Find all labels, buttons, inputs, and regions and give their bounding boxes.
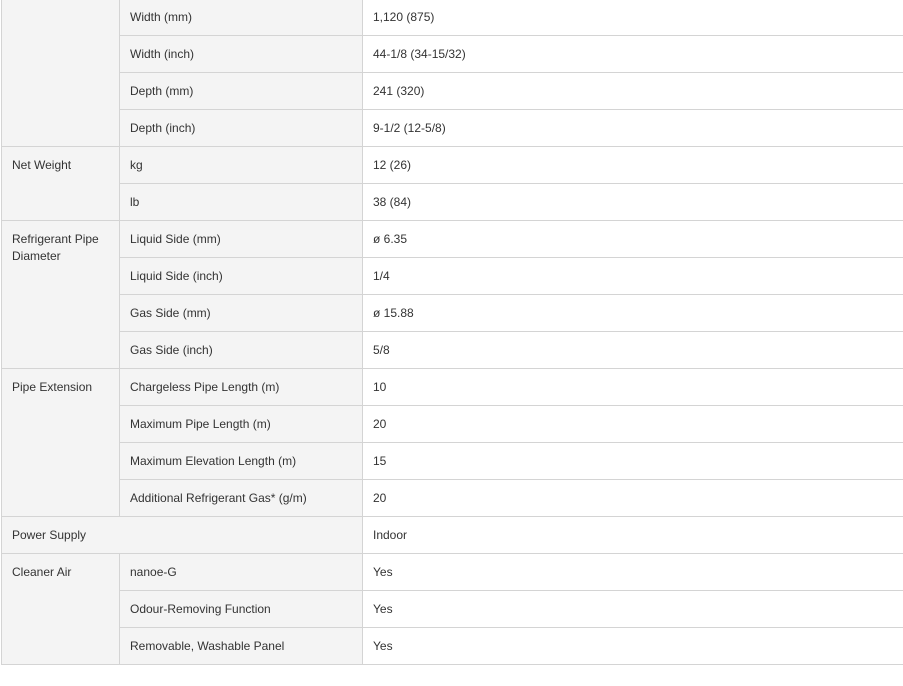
table-row (2, 147, 903, 184)
table-row (2, 517, 903, 554)
spec-value: 9-1/2 (12-5/8) (363, 110, 903, 147)
spec-label: Liquid Side (inch) (120, 258, 363, 295)
spec-label: kg (120, 147, 363, 184)
table-row (2, 36, 903, 73)
table-row (2, 258, 903, 295)
table-row (2, 406, 903, 443)
category-cell-pipe-extension: Pipe Extension (2, 369, 120, 517)
table-row (2, 0, 903, 36)
spec-label: Odour-Removing Function (120, 591, 363, 628)
table-row (2, 554, 903, 591)
spec-value: ø 6.35 (363, 221, 903, 258)
spec-value: Yes (363, 628, 903, 665)
spec-value: 5/8 (363, 332, 903, 369)
spec-label: Liquid Side (mm) (120, 221, 363, 258)
category-cell-cleaner-air: Cleaner Air (2, 554, 120, 665)
spec-value: Indoor (363, 517, 903, 554)
spec-label: Maximum Pipe Length (m) (120, 406, 363, 443)
table-row (2, 480, 903, 517)
spec-label: Gas Side (mm) (120, 295, 363, 332)
spec-value: Yes (363, 591, 903, 628)
spec-value: Yes (363, 554, 903, 591)
spec-label: nanoe-G (120, 554, 363, 591)
category-cell-refrigerant-pipe: Refrigerant Pipe Diameter (2, 221, 120, 369)
table-row (2, 369, 903, 406)
spec-value: 1,120 (875) (363, 0, 903, 36)
spec-label: Maximum Elevation Length (m) (120, 443, 363, 480)
spec-value: 241 (320) (363, 73, 903, 110)
spec-value: 10 (363, 369, 903, 406)
table-row (2, 443, 903, 480)
spec-table (1, 0, 903, 665)
category-cell-power-supply: Power Supply (2, 517, 363, 554)
category-cell-dimensions (2, 0, 120, 147)
table-row (2, 73, 903, 110)
spec-label: Depth (inch) (120, 110, 363, 147)
table-row (2, 628, 903, 665)
table-row (2, 332, 903, 369)
spec-value: 20 (363, 406, 903, 443)
table-row (2, 110, 903, 147)
spec-label: Removable, Washable Panel (120, 628, 363, 665)
table-row (2, 295, 903, 332)
spec-value: 20 (363, 480, 903, 517)
spec-value: 38 (84) (363, 184, 903, 221)
spec-value: 44-1/8 (34-15/32) (363, 36, 903, 73)
category-cell-net-weight: Net Weight (2, 147, 120, 221)
table-row (2, 184, 903, 221)
spec-label: Width (inch) (120, 36, 363, 73)
table-row (2, 221, 903, 258)
spec-value: 12 (26) (363, 147, 903, 184)
spec-value: ø 15.88 (363, 295, 903, 332)
spec-value: 15 (363, 443, 903, 480)
spec-label: Chargeless Pipe Length (m) (120, 369, 363, 406)
table-row (2, 591, 903, 628)
spec-label: lb (120, 184, 363, 221)
spec-label: Gas Side (inch) (120, 332, 363, 369)
spec-label: Depth (mm) (120, 73, 363, 110)
spec-label: Width (mm) (120, 0, 363, 36)
spec-label: Additional Refrigerant Gas* (g/m) (120, 480, 363, 517)
spec-value: 1/4 (363, 258, 903, 295)
